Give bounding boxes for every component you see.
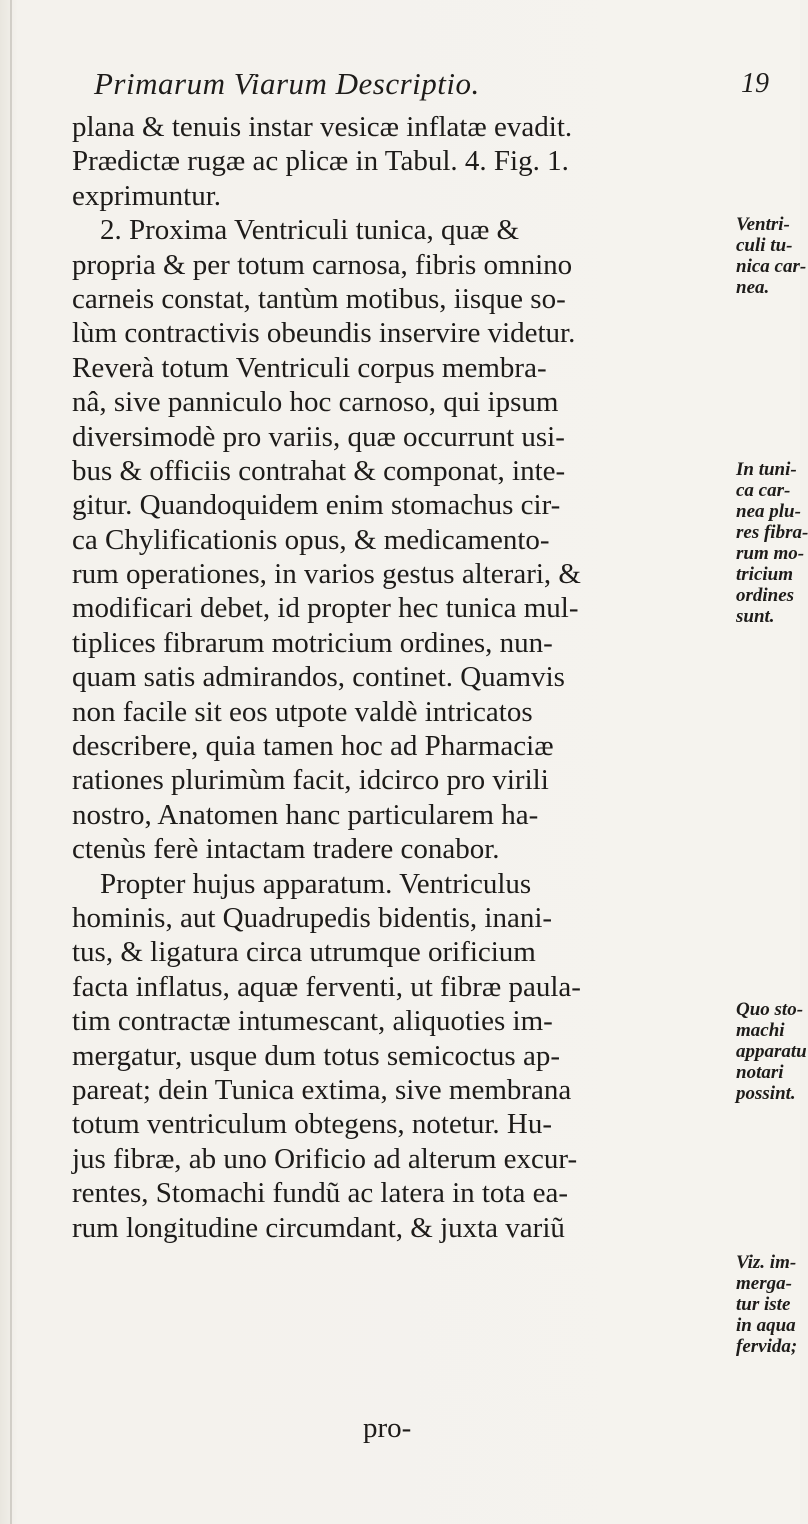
text-line: ca Chylificationis opus, & medicamento- [72, 523, 550, 556]
margin-note [736, 459, 808, 627]
margin-note [736, 214, 806, 298]
text-line: totum ventriculum obtegens, notetur. Hu- [72, 1108, 553, 1141]
text-line: nâ, sive panniculo hoc carnoso, qui ipsum [72, 386, 559, 419]
margin-note-line: machi [736, 1020, 785, 1041]
text-line: rationes plurimùm facit, idcirco pro virili [72, 764, 549, 797]
margin-note-line: Ventri- [736, 214, 790, 235]
text-line: Reverà totum Ventriculi corpus membra- [72, 351, 547, 384]
text-line: gitur. Quandoquidem enim stomachus cir- [72, 489, 561, 522]
margin-note-line: sunt. [736, 606, 775, 627]
text-line: bus & officiis contrahat & componat, inte- [72, 454, 566, 487]
text-line: rum operationes, in varios gestus alterari, & [72, 558, 581, 591]
margin-note-line: fervida; [736, 1336, 798, 1357]
catchword: pro- [363, 1412, 412, 1444]
margin-note-line: res fibra- [736, 522, 808, 543]
text-line: modificari debet, id propter hec tunica mul- [72, 592, 579, 625]
page-number: 19 [741, 68, 769, 99]
margin-note-line: merga- [736, 1273, 792, 1294]
text-line: pareat; dein Tunica extima, sive membrana [72, 1073, 572, 1106]
text-line: carneis constat, tantùm motibus, iisque so- [72, 282, 566, 315]
margin-note-line: in aqua [736, 1315, 796, 1336]
text-line: nostro, Anatomen hanc particularem ha- [72, 798, 539, 831]
margin-note-line: rum mo- [736, 543, 805, 564]
text-line: quam satis admirandos, continet. Quamvis [72, 661, 565, 694]
text-line: Propter hujus apparatum. Ventriculus [100, 867, 532, 900]
text-line: propria & per totum carnosa, fibris omnino [72, 248, 573, 281]
text-line: lùm contractivis obeundis inservire videtur. [72, 317, 576, 350]
text-line: diversimodè pro variis, quæ occurrunt usi- [72, 420, 565, 453]
margin-note-line: tur iste [736, 1294, 791, 1315]
text-line: rentes, Stomachi fundũ ac latera in tota ea- [72, 1177, 569, 1210]
margin-note [736, 1252, 797, 1357]
margin-note-line: tricium [736, 564, 794, 585]
text-line: tiplices fibrarum motricium ordines, nun- [72, 626, 553, 659]
margin-note-line: ca car- [736, 480, 791, 501]
margin-note-line: In tuni- [736, 459, 797, 480]
text-line: mergatur, usque dum totus semicoctus ap- [72, 1039, 560, 1072]
text-line: hominis, aut Quadrupedis bidentis, inani- [72, 901, 553, 934]
margin-note-line: notari [736, 1062, 784, 1083]
text-line: jus fibræ, ab uno Orificio ad alterum excur- [72, 1142, 578, 1175]
margin-note-line: ordines [736, 585, 795, 606]
text-line: facta inflatus, aquæ ferventi, ut fibræ paula- [72, 970, 581, 1003]
text-line: rum longitudine circumdant, & juxta variũ [72, 1211, 565, 1244]
text-line: tim contractæ intumescant, aliquoties im- [72, 1005, 553, 1038]
text-line: 2. Proxima Ventriculi tunica, quæ & [100, 214, 520, 247]
margin-note-line: culi tu- [736, 235, 793, 256]
margin-note-line: nea. [736, 277, 770, 298]
margin-note-line: apparatu [736, 1041, 807, 1062]
margin-note-line: Quo sto- [736, 999, 804, 1020]
margin-note-line: nea plu- [736, 501, 801, 522]
text-line: ctenùs ferè intactam tradere conabor. [72, 833, 500, 866]
margin-note-line: Viz. im- [736, 1252, 797, 1273]
text-line: describere, quia tamen hoc ad Pharmaciæ [72, 730, 554, 763]
text-line: Prædictæ rugæ ac plicæ in Tabul. 4. Fig. 1. [72, 145, 569, 178]
text-line: tus, & ligatura circa utrumque orificium [72, 936, 536, 969]
text-line: plana & tenuis instar vesicæ inflatæ evadit. [72, 111, 573, 143]
running-title: Primarum Viarum Descriptio. [94, 66, 480, 101]
margin-note-line: possint. [736, 1083, 796, 1104]
margin-note-line: nica car- [736, 256, 807, 277]
text-line: exprimuntur. [72, 179, 222, 212]
margin-note [736, 999, 807, 1104]
text-line: non facile sit eos utpote valdè intricatos [72, 695, 533, 728]
